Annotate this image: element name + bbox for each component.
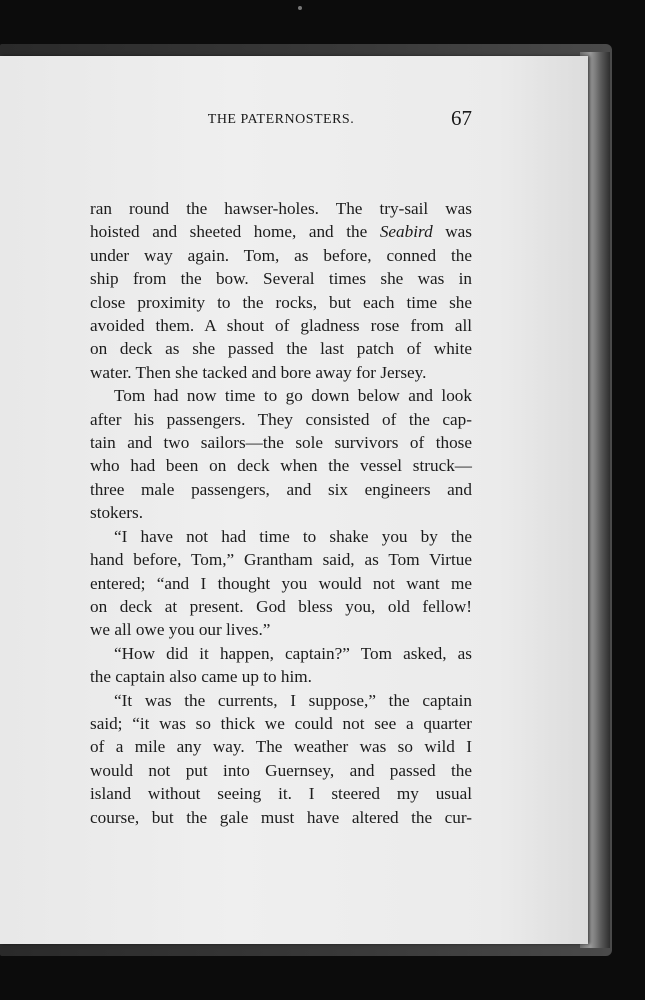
text-line: under way again. Tom, as before, conned the — [90, 245, 472, 265]
paragraph — [90, 197, 472, 384]
text-line: course, but the gale must have altered the cur- — [90, 807, 472, 827]
text-line: who had been on deck when the vessel struck— — [90, 456, 472, 476]
text-line: tain and two sailors—the sole survivors of those — [90, 433, 472, 453]
text-segment: was — [432, 222, 472, 242]
paragraph — [90, 689, 472, 829]
text-line: “How did it happen, captain?” Tom asked, as — [114, 643, 472, 663]
text-line: water. Then she tacked and bore away for Jersey. — [90, 362, 427, 382]
text-line — [90, 220, 472, 243]
paragraph — [90, 525, 472, 642]
text-line: would not put into Guernsey, and passed the — [90, 760, 472, 780]
text-line: avoided them. A shout of gladness rose from all — [90, 316, 472, 336]
text-line: ship from the bow. Several times she was in — [90, 269, 472, 289]
text-line: three male passengers, and six engineers and — [90, 479, 472, 499]
body-text — [90, 197, 472, 829]
text-line: said; “it was so thick we could not see a quarter — [90, 713, 472, 733]
running-head — [90, 106, 472, 136]
paragraph — [90, 384, 472, 524]
text-line: on deck as she passed the last patch of white — [90, 339, 472, 359]
text-line: hand before, Tom,” Grantham said, as Tom Virtue — [90, 550, 472, 570]
text-line: entered; “and I thought you would not want me — [90, 573, 472, 593]
text-segment: hoisted and sheeted home, and the — [90, 222, 380, 242]
page-number: 67 — [451, 106, 472, 130]
text-line: on deck at present. God bless you, old fellow! — [90, 596, 472, 616]
text-line: stokers. — [90, 503, 143, 523]
text-line: “It was the currents, I suppose,” the captain — [114, 690, 472, 710]
text-line: the captain also came up to him. — [90, 667, 312, 687]
scan-dust-mark — [298, 6, 302, 10]
text-line: “I have not had time to shake you by the — [114, 526, 472, 546]
running-title: THE PATERNOSTERS. — [207, 112, 355, 127]
text-line: ran round the hawser-holes. The try-sail was — [90, 199, 472, 218]
text-line: close proximity to the rocks, but each time she — [90, 292, 472, 312]
paragraph — [90, 642, 472, 689]
text-line: we all owe you our lives.” — [90, 620, 271, 640]
text-line: Tom had now time to go down below and look — [114, 386, 472, 406]
ship-name-italic: Seabird — [379, 222, 433, 242]
text-line: island without seeing it. I steered my usual — [90, 784, 472, 804]
text-line: of a mile any way. The weather was so wild I — [90, 737, 472, 757]
text-line: after his passengers. They consisted of the cap- — [90, 409, 472, 429]
